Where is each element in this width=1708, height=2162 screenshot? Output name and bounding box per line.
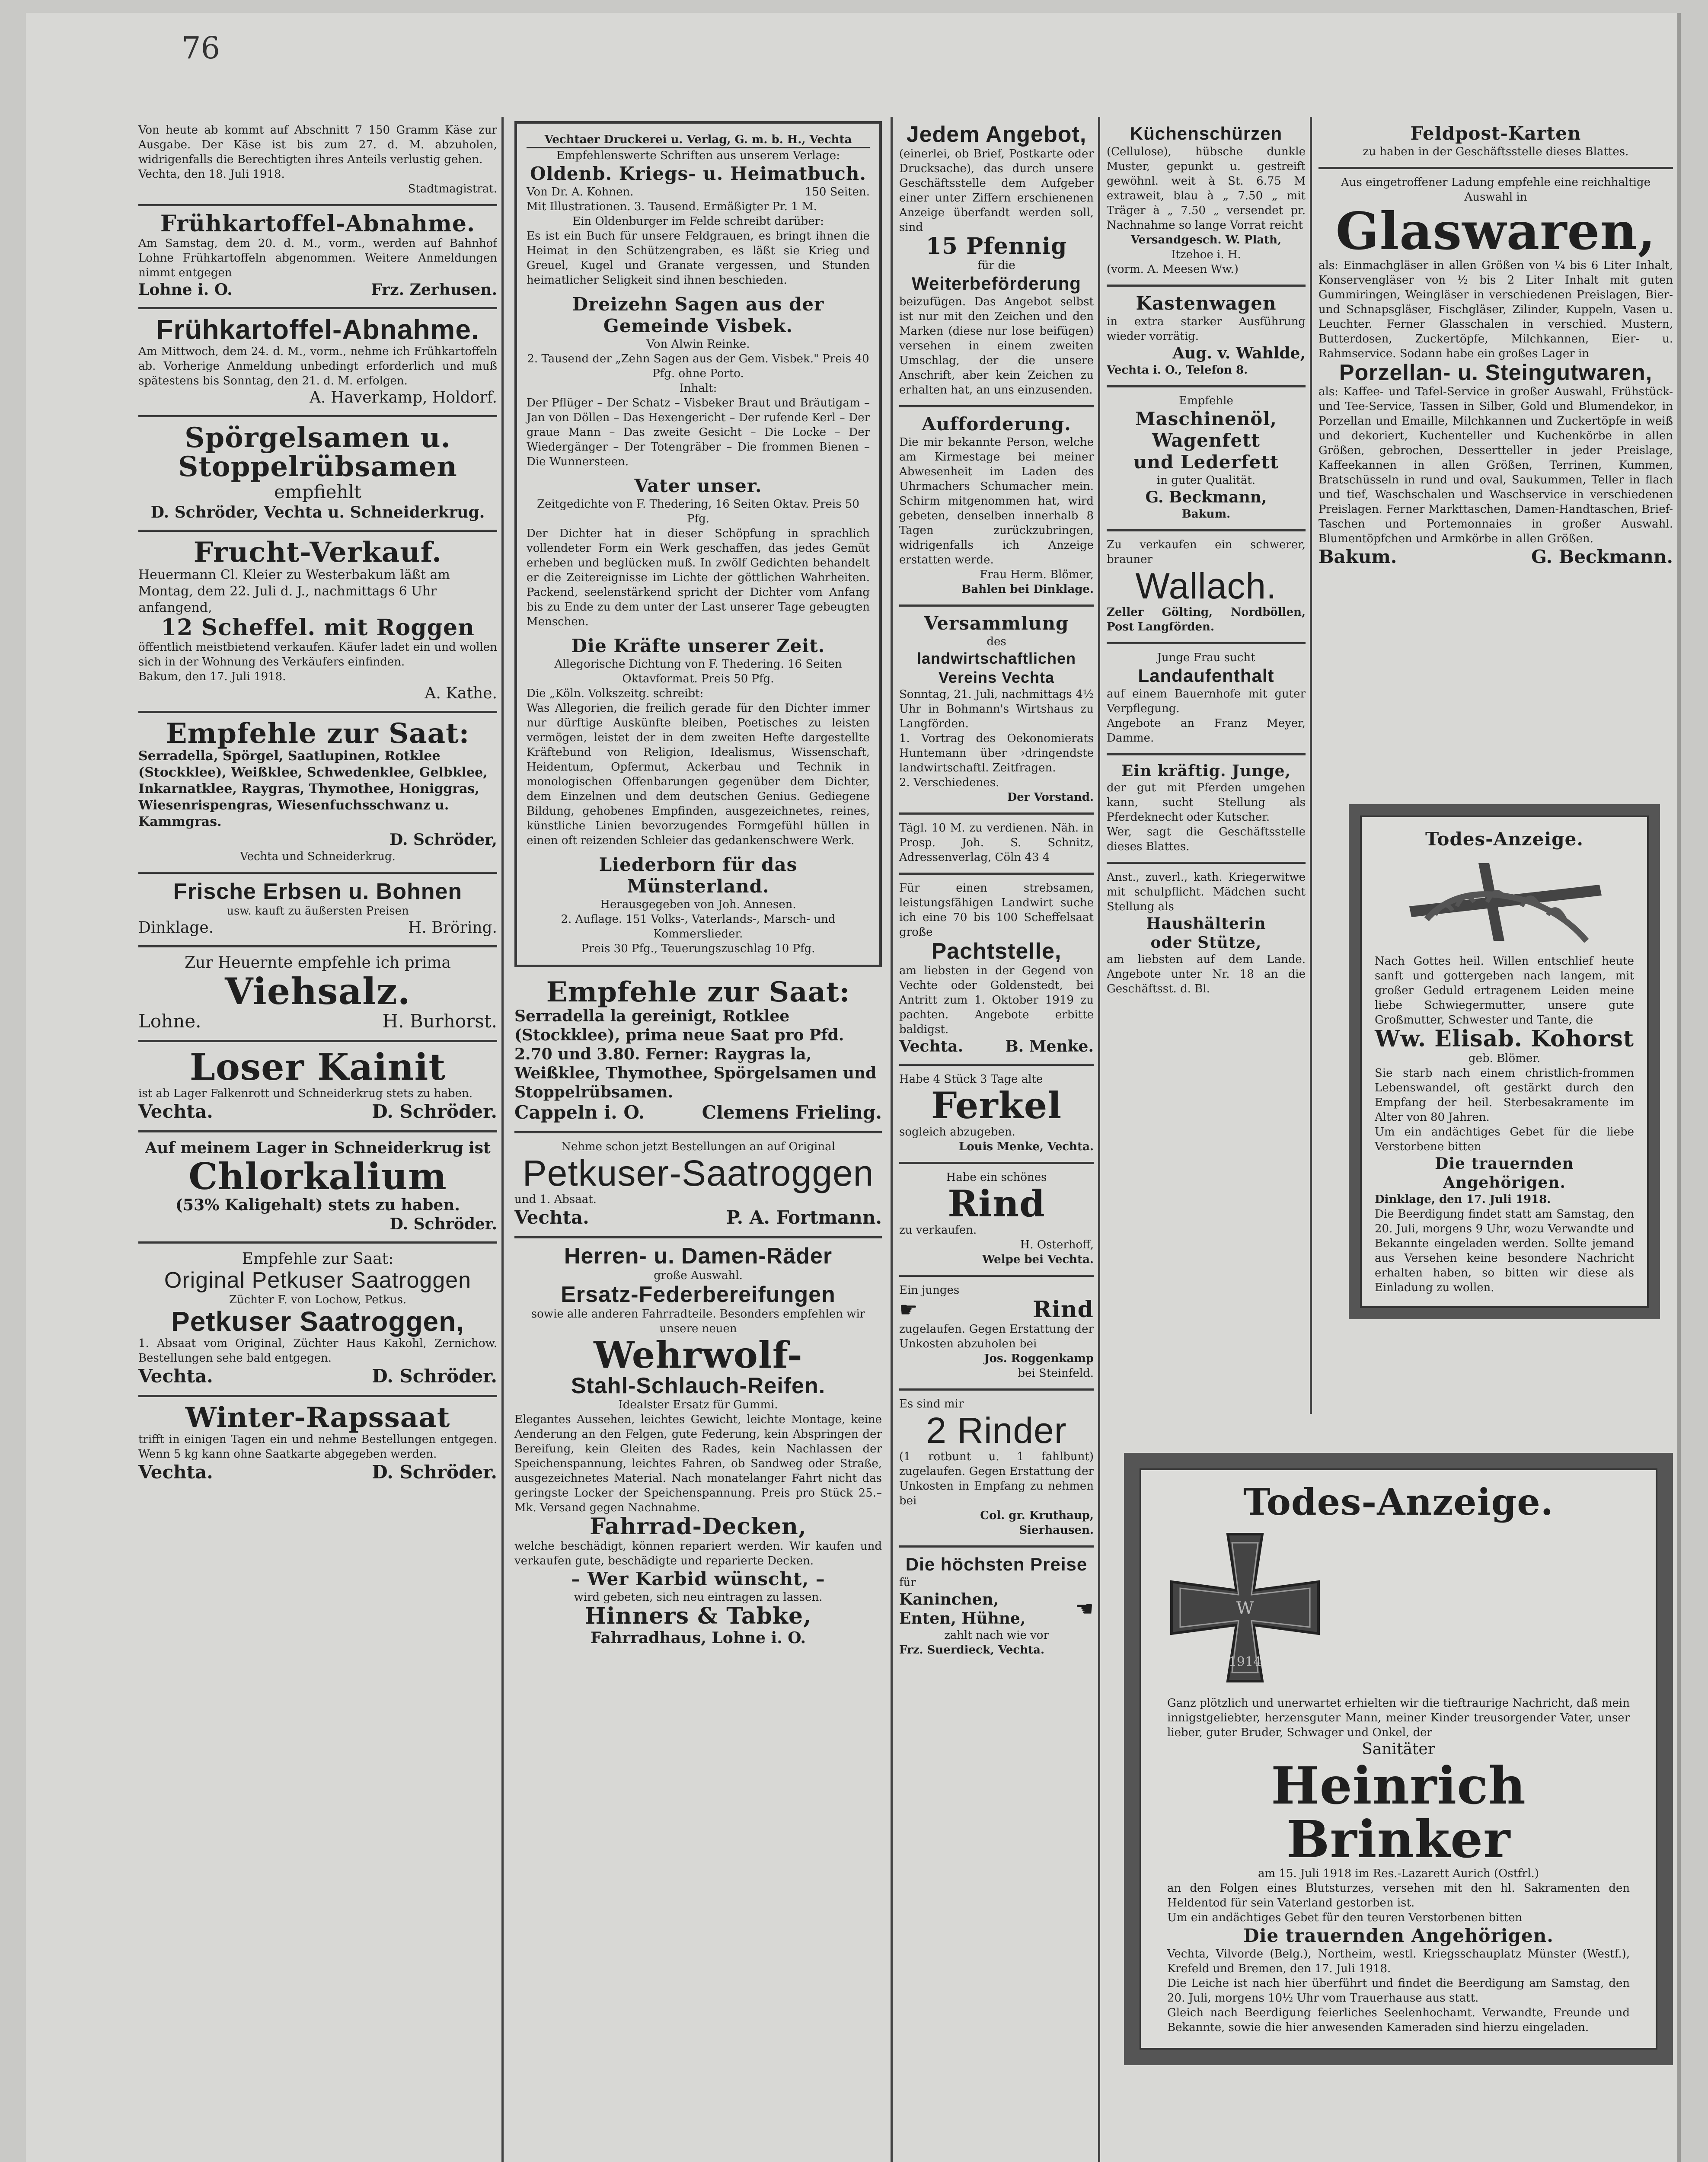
ad-pre: Junge Frau sucht [1157, 651, 1255, 665]
book-sub: Allegorische Dichtung von F. Thedering. 16 Seiten Oktavformat. Preis 50 Pfg. [554, 658, 842, 685]
ad-text: Angebote an Franz Meyer, Damme. [1107, 717, 1306, 745]
ad-text: für [899, 1576, 916, 1590]
ad-item: 2. Verschiedenes. [899, 776, 999, 790]
ad-title: Frühkartoffel-Abnahme. [156, 313, 479, 345]
book-contents: Der Pflüger – Der Schatz – Visbeker Braut und Bräutigam – Jan von Döllen – Das Hexengericht – Der rufende Kerl – Der graue Mann – Das zweite Gesicht – Die Locke – Der Wiedergänger – Der Totengräber – Die frommen Bienen – Die Wunnersteen. [527, 397, 870, 468]
ad-glaswaren [1319, 169, 1673, 576]
ad-sign: H. Osterhoff, [1020, 1238, 1094, 1252]
notice-text: Gleich nach Beerdigung feierliches Seelenhochamt. Verwandte, Freunde und Bekannte, sowie die hier anwesenden Kameraden sind hierzu eingeladen. [1167, 2006, 1630, 2034]
ad-sign: H. Burhorst. [382, 1010, 497, 1032]
ad-saat-1 [138, 713, 497, 874]
notice-rank: Sanitäter [1362, 1740, 1435, 1759]
notice-text: Die Leiche ist nach hier überführt und findet die Beerdigung am Samstag, den 20. Juli, morgens 10½ Uhr vom Trauerhause aus statt. [1167, 1977, 1630, 2005]
ad-title: Wehrwolf- [594, 1333, 803, 1376]
column-5 [1319, 117, 1673, 757]
ad-title: Spörgelsamen u. [185, 421, 451, 454]
notice-mourners: Die trauernden Angehörigen. [1243, 1925, 1554, 1946]
ad-title: Stahl-Schlauch-Reifen. [571, 1373, 826, 1398]
ad-haushaelterin [1107, 864, 1306, 1004]
ad-text: Am Mittwoch, dem 24. d. M., vorm., nehme ich Frühkartoffeln ab. Vorherige Anmeldung unbedingt erforderlich und muß spätestens bis Sonntag, den 21. d. M. erfolgen. [138, 345, 497, 387]
ad-sign: Frz. Suerdieck, Vechta. [899, 1644, 1045, 1657]
ad-text: Tägl. 10 M. zu verdienen. Näh. in Prosp. Joh. S. Schnitz, Adressenverlag, Cöln 43 4 [899, 822, 1094, 864]
ad-big: 12 Scheffel. mit Roggen [161, 614, 475, 641]
column-rule [1098, 117, 1100, 2162]
ad-pre: Empfehle zur Saat: [242, 1250, 394, 1268]
ad-sign: Vechta und Schneiderkrug. [240, 850, 396, 864]
ad-title: Ein kräftig. Junge, [1121, 762, 1291, 780]
ad-text: Die mir bekannte Person, welche am Kirmestage bei meiner Abwesenheit im Laden des Uhrmachers Schumacher mein. Schirm mitgenommen hat, wird gebeten, denselben innerhalb 8 Tagen zurückzubringen, widrigenfalls ich Anzeige erstatten werde. [899, 436, 1094, 567]
ad-title: oder Stütze, [1150, 934, 1262, 952]
ad-sign: Frau Herm. Blömer, [980, 568, 1094, 582]
newspaper-page [26, 13, 1681, 2162]
ad-landaufenthalt [1107, 644, 1306, 755]
ad-place: Vechta. [899, 1037, 964, 1055]
ad-sign: Bahlen bei Dinklage. [961, 583, 1094, 596]
ad-sub: des [986, 635, 1006, 649]
ad-text: als: Kaffee- und Tafel-Service in großer Auswahl, Frühstück- und Tee-Service, Tassen in Silber, Gold und Blumendekor, in Porzellan und Emaille, Milchkannen und Zuckertöpfe in weiß und dekoriert, Kuchenteller und Kuchenkörbe in allen Größen, gebrochen, Dessertteller in jeder Preislage, Kaffeekannen in allen Größen, Terrinen, Kummen, Bratschüsseln in rund und oval, Saukummen, Teller in flach und tief, Waschschalen und Waschservice in verschiedenen Preislagen. Ferner Markttaschen, Damen-Handtaschen, Brief-Taschen und Portemonnaies in großer Auswahl. Blumentöpfchen und Armkörbe in allen Größen. [1319, 385, 1673, 546]
ad-sign: Col. gr. Kruthaup, [980, 1509, 1094, 1522]
ad-2-rinder [899, 1391, 1094, 1548]
ad-text: 1. Absaat vom Original, Züchter Haus Kakohl, Zernichow. Bestellungen sehe bald entgegen. [138, 1337, 497, 1365]
notice-date: Vechta, den 18. Juli 1918. [138, 168, 285, 181]
ad-text: in extra starker Ausführung wieder vorrätig. [1107, 315, 1306, 343]
ad-title: Kastenwagen [1136, 293, 1277, 314]
ad-sub: große Auswahl. [654, 1269, 743, 1282]
ad-place: Lohne. [138, 1010, 201, 1032]
book-text: Der Dichter hat in dieser Schöpfung in sprachlich vollendeter Form ein Werk geschaffen, das jedes Gemüt erheben und beglücken muß. In zwölf Gedichten behandelt er die Zeitereignisse im Lichte der göttlichen Wahrheiten. Packend, seelenstärkend spricht der Dichter vom Anfang bis zu Ende zu dem unter der Last unserer Tage gebeugten Menschen. [527, 527, 870, 628]
ad-text: beizufügen. Das Angebot selbst ist nur mit den Zeichen und den Marken (diese nur lose beifügen) versehen in einem zweiten Umschlag, der die unsere Anschrift, aber kein Zeichen zu erhalten hat, an uns einzusenden. [899, 295, 1094, 397]
column-2 [514, 117, 882, 2162]
book-title: Oldenb. Kriegs- u. Heimatbuch. [530, 163, 866, 184]
ad-sign: Der Vorstand. [1007, 791, 1094, 804]
ad-text: am liebsten in der Gegend von Vechte oder Goldenstedt, bei Antritt zum 1. Oktober 1919 zu pachten. Angebote erbitte baldigst. [899, 964, 1094, 1036]
ad-title: Haushälterin [1146, 915, 1266, 933]
ad-sub: empfiehlt [274, 481, 361, 503]
ad-pre: Empfehle [1179, 394, 1233, 407]
ad-viehsalz [138, 947, 497, 1042]
ad-text: auf einem Bauernhofe mit guter Verpflegung. [1107, 688, 1306, 716]
ad-text: Anst., zuverl., kath. Kriegerwitwe mit schulpflicht. Mädchen sucht Stellung als [1107, 871, 1306, 914]
notice-sign: Stadtmagistrat. [408, 182, 497, 195]
ad-sign: P. A. Fortmann. [726, 1207, 882, 1228]
ad-place: Lohne i. O. [138, 280, 233, 299]
ad-sign: Vechta i. O., Telefon 8. [1107, 364, 1248, 377]
notice-text: am 15. Juli 1918 im Res.-Lazarett Aurich (Ostfrl.) [1258, 1867, 1539, 1880]
ad-pre: Ein junges [899, 1284, 960, 1297]
cross-letter: W [1236, 1599, 1254, 1619]
ad-title: Maschinenöl, [1135, 408, 1277, 429]
ad-sign: G. Beckmann, [1145, 488, 1267, 506]
ad-sign: A. Kathe. [425, 684, 497, 702]
notice-text: Die Beerdigung findet statt am Samstag, den 20. Juli, morgens 9 Uhr, wozu Verwandte und Bekannte eingeladen werden. Sollte jemand aus Versehen keine besondere Nachricht erhalten haben, so bitten wir diese als Einladung zu wollen. [1375, 1207, 1634, 1294]
ad-junge [1107, 755, 1306, 864]
ad-text: zu haben in der Geschäftsstelle dieses Blattes. [1363, 145, 1629, 158]
ad-text: am liebsten auf dem Lande. Angebote unter Nr. 18 an die Geschäftsst. d. Bl. [1107, 953, 1306, 996]
ad-text: Serradella, Spörgel, Saatlupinen, Rotklee (Stockklee), Weißklee, Schwedenklee, Gelbklee, Inkarnatklee, Raygras, Thymothee, Honiggras, Wiesenrispengras, Wiesenfuchsschwanz u. Kammgras. [138, 748, 488, 830]
ad-big: Weiterbeförderung [912, 273, 1081, 294]
ad-text: Wer, sagt die Geschäftsstelle dieses Blattes. [1107, 825, 1306, 854]
book-sub: Zeitgedichte von F. Thedering, 16 Seiten Oktav. Preis 50 Pfg. [537, 498, 859, 525]
ad-title: Empfehle zur Saat: [546, 976, 850, 1008]
notice-name: Ww. Elisab. Kohorst [1375, 1026, 1634, 1052]
ad-sign: Versandgesch. W. Plath, [1130, 233, 1282, 246]
notice-text: an den Folgen eines Blutsturzes, versehen mit den hl. Sakramenten den Heldentod für sein Vaterland gestorben ist. [1167, 1881, 1630, 1909]
column-rule [1310, 117, 1312, 1414]
ad-title: Versammlung [924, 613, 1069, 634]
book-author: Von Alwin Reinke. [646, 338, 750, 351]
ad-title: Stoppelrübsamen [178, 450, 457, 483]
ad-place: Vechta. [138, 1366, 213, 1387]
ad-text: sowie alle anderen Fahrradteile. Besonders empfehlen wir unsere neuen [531, 1307, 865, 1335]
ad-text: zugelaufen. Gegen Erstattung der Unkosten abzuholen bei [899, 1323, 1094, 1351]
ad-title: Jedem Angebot, [906, 122, 1087, 147]
book-author: Von Dr. A. Kohnen. [527, 185, 634, 198]
ad-title: Wallach. [1135, 566, 1277, 606]
cross-year: 1914 [1228, 1654, 1262, 1670]
ad-maschinenoel [1107, 387, 1306, 531]
book-title: Liederborn für das Münsterland. [599, 854, 798, 897]
notice-text: Ganz plötzlich und unerwartet erhielten wir die tieftraurige Nachricht, daß mein innigstgeliebter, herzensguter Mann, meiner Kinder treusorgender Vater, unser lieber, guter Bruder, Schwager und Onkel, der [1167, 1697, 1630, 1740]
ad-text: zahlt nach wie vor [944, 1629, 1049, 1642]
ad-sign: D. Schröder. [372, 1366, 497, 1387]
cross-wreath-icon [1401, 854, 1608, 950]
ad-sign: Frz. Zerhusen. [371, 280, 497, 299]
ad-title: Petkuser-Saatroggen [522, 1153, 874, 1194]
ad-firm: Hinners & Tabke, [584, 1602, 812, 1629]
ad-sub: für die [977, 259, 1015, 272]
ad-text: öffentlich meistbietend verkaufen. Käufer ladet ein und wollen sich in der Wohnung des Verkäufers einfinden. [138, 640, 497, 668]
ad-text: (1 rotbunt u. 1 fahlbunt) zugelaufen. Gegen Erstattung der Unkosten in Empfang zu nehmen bei [899, 1450, 1094, 1508]
notice-text: Um ein andächtiges Gebet für die liebe Verstorbene bitten [1375, 1125, 1634, 1153]
notice-text: Von heute ab kommt auf Abschnitt 7 150 Gramm Käse zur Ausgabe. Der Käse ist bis zum 27. d. M. abzuholen, widrigenfalls die Berechtigten ihres Anteils verlustig gehen. [138, 124, 497, 166]
ad-title: und Lederfett [1133, 451, 1279, 473]
ad-pre: Habe ein schönes [946, 1171, 1047, 1184]
ad-sign: Louis Menke, Vechta. [959, 1140, 1094, 1153]
ad-text: als: Einmachgläser in allen Größen von ¼ bis 6 Liter Inhalt, Konservengläser von ½ bis 2 Liter Inhalt mit guten Gummiringen, Weingläser in verschiedenen Preislagen, Bier- und Schnapsgläser, Fischgläser, Zilinder, Kuppeln, Vasen u. Leuchter. Ferner Glasschalen in verschied. Mustern, Butterdosen, Zuckertöpfe, Milchkannen, Eier- u. Rahmservice. Sodann habe ein großes Lager in [1319, 259, 1673, 360]
ad-place: Cappeln i. O. [514, 1102, 645, 1123]
ad-text: welche beschädigt, können repariert werden. Wir kaufen und verkaufen gute, beschädigte und reparierte Decken. [514, 1539, 882, 1567]
ad-sign: B. Menke. [1005, 1037, 1094, 1055]
ad-chlorkalium [138, 1132, 497, 1244]
ad-erbsen [138, 874, 497, 947]
ad-text: Heuermann Cl. Kleier zu Westerbakum läßt am Montag, dem 22. Juli d. J., nachmittags 6 Uhr anfangend, [138, 567, 450, 616]
ad-text: (Cellulose), hübsche dunkle Muster, gepunkt u. gestreift gewöhnl. weit à St. 6.75 M extraweit, blau à „ 7.50 „ mit Träger à „ 7.50 „ versendet pr. Nachnahme so lange Vorrat reicht [1107, 145, 1306, 232]
ad-title: Ersatz-Federbereifungen [561, 1282, 836, 1307]
ad-place: Bakum. [1319, 546, 1397, 568]
ad-title: Aufforderung. [922, 413, 1071, 435]
ad-sign: D. Schröder. [389, 1215, 497, 1234]
ad-place: Dinklage. [138, 918, 214, 937]
ad-text: trifft in einigen Tagen ein und nehme Bestellungen entgegen. Wenn 5 kg kann ohne Saatkarte abgegeben werden. [138, 1433, 497, 1461]
ad-title: Chlorkalium [188, 1155, 447, 1198]
ad-title: 2 Rinder [926, 1410, 1067, 1451]
column-4 [1107, 117, 1306, 1405]
ad-sub: und 1. Absaat. [514, 1193, 597, 1206]
ad-kainit [138, 1042, 497, 1132]
ad-sign: Jos. Roggenkamp [984, 1352, 1094, 1366]
notice-text: Sie starb nach einem christlich-frommen Lebenswandel, oft gestärkt durch den Empfang der heil. Sterbesakramente im Alter von 80 Jahren. [1375, 1066, 1634, 1124]
column-rule [501, 117, 504, 2162]
ad-title: Petkuser Saatroggen, [171, 1305, 464, 1337]
notice-head: Todes-Anzeige. [1243, 1481, 1554, 1523]
ad-sign: Zeller Gölting, Nordböllen, Post Langförden. [1107, 606, 1306, 634]
notice-text: Nach Gottes heil. Willen entschlief heute sanft und gottergeben nach langem, mit großer Geduld ertragenem Leiden meine liebe Schwiegermutter, unsere gute Großmutter, Schwester und Tante, die [1375, 955, 1634, 1027]
ad-hoechste-preise [899, 1548, 1094, 1665]
ad-place: Vechta. [514, 1207, 589, 1228]
ad-items: Kaninchen, Enten, Hühne, [899, 1590, 1026, 1628]
column-rule [891, 117, 893, 2162]
ad-sign: D. Schröder, [389, 831, 497, 849]
ad-text: Serradella la gereinigt, Rotklee (Stockklee), prima neue Saat pro Pfd. 2.70 und 3.80. Ferner: Raygras la, Weißklee, Thymothee, Spörgelsamen und Stoppelrübsamen. [514, 1007, 877, 1102]
ad-title: Original Petkuser Saatroggen [164, 1268, 472, 1293]
notice-geb: geb. Blömer. [1468, 1052, 1541, 1065]
ad-title: Die höchsten Preise [905, 1554, 1088, 1575]
pointing-hand-icon: ☚ [1075, 1597, 1094, 1622]
ad-title: Frucht-Verkauf. [193, 536, 442, 569]
ad-pre: Es sind mir [899, 1398, 964, 1411]
pointing-hand-icon: ☛ [899, 1298, 918, 1322]
ad-text: Am Samstag, dem 20. d. M., vorm., werden auf Bahnhof Lohne Frühkartoffeln abgenommen. Weitere Anmeldungen nimmt entgegen [138, 237, 497, 279]
book-sub: Herausgegeben von Joh. Annesen. [600, 898, 796, 911]
notice-date: Dinklage, den 17. Juli 1918. [1375, 1193, 1551, 1206]
ad-kuechenschuerzen [1107, 117, 1306, 287]
book-edition: 2. Tausend der „Zehn Sagen aus der Gem. Visbek." Preis 40 Pfg. ohne Porto. [527, 352, 869, 380]
ad-rapssaat [138, 1397, 497, 1491]
book-pages: 150 Seiten. [805, 185, 870, 198]
ad-firm-address: Fahrradhaus, Lohne i. O. [590, 1628, 806, 1647]
ad-pre: Zur Heuernte empfehle ich prima [185, 953, 451, 972]
ad-title: landwirtschaftlichen Vereins Vechta [916, 649, 1076, 687]
ad-sign: bei Steinfeld. [1018, 1367, 1094, 1380]
ad-title: Empfehle zur Saat: [166, 717, 470, 750]
ad-text: in guter Qualität. [1156, 474, 1256, 487]
book-inhalt: Inhalt: [679, 382, 717, 395]
ad-sign: D. Schröder. [372, 1101, 497, 1123]
column-3 [899, 117, 1094, 2162]
notice-cheese [138, 117, 497, 206]
ad-verlag [514, 121, 882, 967]
ad-text: (53% Kaligehalt) stets zu haben. [176, 1196, 460, 1215]
book-title: Vater unser. [634, 475, 762, 496]
ad-title: Pachtstelle, [931, 939, 1062, 964]
ad-rind-zugelaufen [899, 1277, 1094, 1391]
ad-title: Frische Erbsen u. Bohnen [173, 879, 463, 905]
ad-ideal: Idealster Ersatz für Gummi. [618, 1398, 778, 1412]
ad-pachtstelle [899, 875, 1094, 1066]
ad-pre: Nehme schon jetzt Bestellungen an auf Original [561, 1140, 835, 1154]
ad-sign: Clemens Frieling. [702, 1102, 882, 1123]
ad-aufforderung [899, 407, 1094, 607]
ad-pre: Auf meinem Lager in Schneiderkrug ist [145, 1139, 491, 1158]
notice-text: Um ein andächtiges Gebet für den teuren Verstorbenen bitten [1167, 1911, 1523, 1924]
ad-pre: Aus eingetroffener Ladung empfehle eine reichhaltige Auswahl in [1341, 176, 1651, 204]
notice-head: Todes-Anzeige. [1425, 828, 1583, 850]
ad-ferkel [899, 1066, 1094, 1164]
notice-place: Vechta, Vilvorde (Belg.), Northeim, westl. Kriegsschauplatz Münster (Westf.), Krefeld und Bremen, den 17. Juli 1918. [1167, 1947, 1630, 1975]
book-quote: Es ist ein Buch für unsere Feldgrauen, es bringt ihnen die Heimat in den Schützengraben, es läßt sie Krieg und Greuel, Kugel und Granate vergessen, und Stunden heimatlicher Seligkeit sind ihnen beschieden. [527, 230, 870, 287]
ad-sign: D. Schröder. [372, 1462, 497, 1483]
page-number: 76 [182, 30, 220, 66]
book-quote-head: Die „Köln. Volkszeitg. schreibt: [527, 687, 704, 700]
ad-sign: Bakum. [1181, 508, 1231, 521]
ad-saat-2 [514, 972, 882, 1133]
ad-petkuser-1 [138, 1244, 497, 1397]
ad-rind [899, 1164, 1094, 1277]
ad-raeder [514, 1238, 882, 1655]
ad-text: der gut mit Pferden umgehen kann, sucht Stellung als Pferdeknecht oder Kutscher. [1107, 781, 1306, 824]
death-notice-1 [1349, 800, 1660, 1440]
ad-date: Bakum, den 17. Juli 1918. [138, 670, 286, 683]
ad-text: zu verkaufen. [899, 1224, 977, 1237]
book-quote-head: Ein Oldenburger im Felde schreibt darüber: [572, 215, 824, 228]
ad-title: Porzellan- u. Steingutwaren, [1339, 360, 1653, 385]
ad-place: Vechta. [138, 1462, 213, 1483]
ad-text: usw. kauft zu äußersten Preisen [227, 904, 409, 918]
notice-mourners: Die trauernden Angehörigen. [1435, 1154, 1574, 1192]
ad-feldpost [1319, 117, 1673, 169]
ad-title: Winter-Rapssaat [185, 1401, 450, 1434]
book-price: Mit Illustrationen. 3. Tausend. Ermäßigter Pr. 1 M. [527, 200, 817, 213]
ad-pre: Zu verkaufen ein schwerer, brauner [1107, 538, 1306, 566]
ad-sign: Welpe bei Vechta. [982, 1253, 1094, 1266]
book-text: Was Allegorien, die freilich gerade für den Dichter immer nur dürftige Auskünfte bleiben, Poetisches zu leisten vermögen, leistet der in dem zweiten Hefte dargestellte Kräftebund von Religion, Idealismus, Wissenschaft, Heidentum, Opfermut, Ackerbau und Technik in monologischen Offenbarungen gegenüber dem Dichter, dem Einzelnen und dem deutschen Genius. Gediegene Bildung, gehobenes Empfinden, ausgezeichnetes, reines, künstliche Linien bevorzugendes Formgefühl hüllen in einen oft reizenden Schleier das gedankenschwere Werk. [527, 702, 870, 847]
ad-text: Für einen strebsamen, leistungsfähigen Landwirt suche ich eine 70 bis 100 Scheffelsaat große [899, 882, 1094, 939]
ad-sign: D. Schröder, Vechta u. Schneiderkrug. [150, 503, 485, 522]
ad-title: Fahrrad-Decken, [590, 1513, 807, 1540]
ad-angebot [899, 117, 1094, 407]
iron-cross-icon [1167, 1530, 1323, 1685]
ad-sign: Sierhausen. [1019, 1524, 1094, 1537]
ad-place: Vechta. [138, 1101, 213, 1123]
book-price: Preis 30 Pfg., Teuerungszuschlag 10 Pfg. [581, 942, 815, 955]
ad-sign: Aug. v. Wahlde, [1172, 344, 1306, 362]
ad-spoergel [138, 417, 497, 532]
ad-line: Züchter F. von Lochow, Petkus. [229, 1293, 407, 1306]
ad-title: Rind [1032, 1296, 1094, 1323]
verlag-head: Vechtaer Druckerei u. Verlag, G. m. b. H., Vechta [527, 132, 870, 148]
ad-versammlung [899, 607, 1094, 815]
ad-petkuser-2 [514, 1133, 882, 1238]
ad-sign: Itzehoe i. H. [1171, 248, 1241, 261]
ad-title: Frühkartoffel-Abnahme. [160, 211, 476, 237]
ad-title: Ferkel [931, 1084, 1062, 1127]
ad-sign: H. Bröring. [408, 918, 497, 937]
ad-title: Landaufenthalt [1138, 665, 1274, 686]
book-title: Die Kräfte unserer Zeit. [571, 635, 825, 656]
ad-sign: (vorm. A. Meesen Ww.) [1107, 263, 1239, 276]
ad-sign: A. Haverkamp, Holdorf. [310, 388, 497, 406]
ad-title: Glaswaren, [1335, 201, 1656, 261]
ad-sign: G. Beckmann. [1531, 546, 1673, 568]
ad-taeglich [899, 815, 1094, 875]
death-notice-2 [1124, 1449, 1673, 2162]
ad-text: sogleich abzugeben. [899, 1125, 1015, 1139]
ad-text: ist ab Lager Falkenrott und Schneiderkrug stets zu haben. [138, 1087, 472, 1100]
ad-title: Loser Kainit [189, 1045, 446, 1088]
ad-text: (einerlei, ob Brief, Postkarte oder Drucksache), das durch unsere Geschäftsstelle dem Aufgeber einer unter Ziffern erschienenen Anzeige überfandt werden soll, sind [899, 147, 1094, 234]
ad-title: Küchenschürzen [1130, 123, 1283, 144]
ad-pre: Habe 4 Stück 3 Tage alte [899, 1072, 1043, 1086]
ad-frucht [138, 532, 497, 713]
ad-item: 1. Vortrag des Oekonomierats Huntemann über ›dringendste landwirtschaftl. Zeitfragen. [899, 732, 1094, 775]
ad-text: Elegantes Aussehen, leichtes Gewicht, leichte Montage, keine Aenderung an den Felgen, gute Federung, kein Abspringen der Bereifung, kein Gleiten des Rades, kein Nachlassen der Speichenspannung, leichtes Fahren, ob Sandweg oder Straße, ausgezeichnetes Material. Nach monatelanger Fahrt nicht das geringste Locker der Speichenspannung. Preis pro Stück 25.– Mk. Versand gegen Nachnahme. [514, 1413, 882, 1515]
ad-karbid: – Wer Karbid wünscht, – [571, 1568, 825, 1590]
ad-karbid-text: wird gebeten, sich neu eintragen zu lassen. [574, 1590, 823, 1604]
column-1 [138, 117, 497, 2162]
ad-text: Sonntag, 21. Juli, nachmittags 4½ Uhr in Bohmann's Wirtshaus zu Langförden. [899, 688, 1094, 731]
ad-wallach [1107, 531, 1306, 644]
ad-kastenwagen [1107, 287, 1306, 387]
ad-big: 15 Pfennig [926, 233, 1067, 259]
ad-fruehkartoffel-2 [138, 309, 497, 417]
ad-title: Herren- u. Damen-Räder [564, 1244, 833, 1269]
book-text: 2. Auflage. 151 Volks-, Vaterlands-, Marsch- und Kommerslieder. [561, 913, 836, 940]
book-title: Dreizehn Sagen aus der Gemeinde Visbek. [572, 294, 824, 336]
ad-title: Viehsalz. [225, 969, 411, 1013]
ad-title: Rind [948, 1182, 1045, 1225]
ad-fruehkartoffel-1 [138, 206, 497, 309]
verlag-sub: Empfehlenswerte Schriften aus unserem Verlage: [556, 149, 840, 162]
ad-title: Feldpost-Karten [1410, 123, 1581, 144]
notice-name: Heinrich Brinker [1271, 1756, 1526, 1870]
ad-title: Wagenfett [1152, 430, 1260, 451]
